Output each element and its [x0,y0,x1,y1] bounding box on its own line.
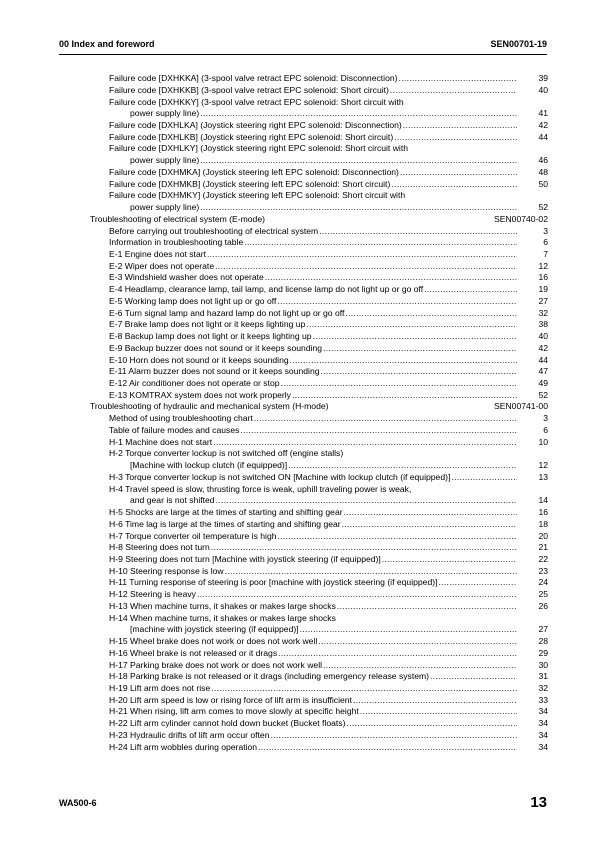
toc-entry [109,448,518,459]
toc-entry-title: and gear is not shifted [130,495,215,506]
toc-entry [109,261,518,272]
dot-leader [265,272,517,283]
toc-entry [109,155,518,166]
page-header [59,37,547,53]
toc-entry [109,249,518,260]
toc-entry [109,390,518,401]
toc-page-number: 30 [538,659,548,670]
toc-entry-title: Troubleshooting of hydraulic and mechanical system (H-mode) [90,401,329,412]
toc-page-number: 42 [538,342,548,353]
toc-entry-title: Failure code [DXHKKY] (3-spool valve retract EPC solenoid: Short circuit with [109,96,404,107]
toc-page-number: 14 [538,495,548,506]
toc-entry-title: H-24 Lift arm wobbles during operation [109,741,258,752]
toc-entry-title: E-3 Windshield washer does not operate [109,272,264,283]
toc-entry-title: E-11 Alarm buzzer does not sound or it keeps sounding [109,366,320,377]
toc-page-number: 34 [538,741,548,752]
toc-entry-title: H-21 When rising, lift arm comes to move slowly at specific height [109,706,359,717]
dot-leader [215,261,517,272]
dot-leader [337,601,517,612]
toc-entry [109,718,518,729]
toc-entry-title: E-2 Wiper does not operate [109,260,215,271]
toc-page-number: 7 [543,249,548,259]
toc-entry-title: E-5 Working lamp does not light up or go off [109,295,277,306]
toc-entry [109,425,518,436]
toc-entry-title: Before carrying out troubleshooting of electrical system [109,225,319,236]
toc-entry [109,355,518,366]
toc-entry [109,437,518,448]
toc-entry [109,472,518,483]
dot-leader [225,566,517,577]
dot-leader [323,343,517,354]
dot-leader [346,718,517,729]
toc-section-heading [90,214,548,225]
toc-entry-title: H-17 Parking brake does not work or does not work well [109,659,323,670]
toc-entry [109,730,518,741]
toc-entry-title: Failure code [DXHLKB] (Joystick steering right EPC solenoid: Short circuit) [109,131,394,142]
dot-leader [399,73,518,84]
toc-page-number: 39 [538,73,548,83]
toc-entry [109,284,518,295]
dot-leader [400,167,517,178]
toc-entry [109,460,518,471]
toc-entry-title: Method of using troubleshooting chart [109,413,253,424]
dot-leader [216,495,517,506]
toc-entry-title: E-13 KOMTRAX system does not work properly [109,389,291,400]
toc-entry-title: Failure code [DXHMKY] (Joystick steering left EPC solenoid: Short circuit with [109,190,406,201]
toc-entry-title: H-4 Travel speed is slow, thrusting force is weak, uphill traveling power is weak, [109,483,412,494]
toc-entry [109,695,518,706]
dot-leader [360,706,517,717]
toc-page-number: 25 [538,589,548,600]
toc-entry [109,577,518,588]
dot-leader [318,636,517,647]
toc-entry [109,495,518,506]
toc-entry-title: H-8 Steering does not turn [109,542,210,553]
toc-section-heading [90,401,548,412]
dot-leader [211,683,517,694]
header-section-title: 00 Index and foreword [59,39,155,49]
toc-entry [109,366,518,377]
toc-entry [109,179,518,190]
toc-entry [109,331,518,342]
dot-leader [277,296,517,307]
toc-entry [109,413,518,424]
toc-entry-title: H-22 Lift arm cylinder cannot hold down bucket (Bucket floats) [109,718,346,729]
toc-page-number: 40 [538,84,548,95]
toc-page-number: 49 [538,378,548,388]
dot-leader [345,308,517,319]
toc-entry-title: E-6 Turn signal lamp and hazard lamp do not light up or go off [109,307,345,318]
toc-entry-title: Failure code [DXHMKA] (Joystick steering left EPC solenoid: Disconnection) [109,166,399,177]
toc-entry-title: Failure code [DXHMKB] (Joystick steering left EPC solenoid: Short circuit) [109,178,391,189]
toc-entry-title: H-12 Steering is heavy [109,589,196,600]
toc-entry [109,202,518,213]
dot-leader [382,554,517,565]
toc-page-number: 16 [538,272,548,283]
toc-entry [109,601,518,612]
toc-page-number: 52 [538,389,548,400]
toc-entry-title: E-4 Headlamp, clearance lamp, tail lamp, and license lamp do not light up or go off [109,284,424,295]
page-footer [59,794,547,814]
dot-leader [290,355,517,366]
toc-entry-title: H-19 Lift arm does not rise [109,683,211,693]
toc-entry [109,108,518,119]
toc-entry [109,519,518,530]
toc-page-number: 19 [538,284,548,295]
toc-page-number: 47 [538,366,548,377]
dot-leader [211,542,517,553]
toc-page-number: 3 [543,413,548,424]
toc-entry [109,378,518,389]
toc-page-number: 12 [538,260,548,271]
dot-leader [288,460,517,471]
toc-entry-title: E-10 Horn does not sound or it keeps sounding [109,354,289,365]
toc-page-number: 24 [538,577,548,588]
toc-page-number: 26 [538,600,548,611]
toc-page-number: 16 [538,507,548,517]
dot-leader [313,331,517,342]
toc-page-number: 28 [538,636,548,646]
toc-entry [109,706,518,717]
toc-page-number: 44 [538,354,548,365]
toc-entry [109,742,518,753]
toc-page-number: 6 [543,424,548,435]
toc-page-number: 13 [538,471,548,482]
toc-page-number: 31 [538,671,548,682]
toc-entry [109,120,518,131]
dot-leader [342,519,517,530]
toc-entry [109,85,518,96]
toc-section-code: SEN00741-00 [494,401,548,412]
dot-leader [240,425,517,436]
toc-entry-title: E-12 Air conditioner does not operate or stop [109,378,280,388]
toc-page-number: 44 [538,131,548,142]
toc-page-number: 41 [538,108,548,119]
toc-entry-title: Failure code [DXHKKB] (3-spool valve retract EPC solenoid: Short circuit) [109,84,389,95]
dot-leader [200,202,517,213]
dot-leader [258,742,517,753]
toc-entry-title: Table of failure modes and causes [109,424,240,435]
toc-entry [109,319,518,330]
toc-entry [109,660,518,671]
dot-leader [438,577,517,588]
toc-entry [109,589,518,600]
dot-leader [278,648,517,659]
toc-entry [109,648,518,659]
dot-leader [292,390,517,401]
toc-entry-title: H-13 When machine turns, it shakes or makes large shocks [109,600,336,611]
toc-entry [109,73,518,84]
toc-entry-title: power supply line) [130,202,200,212]
toc-entry-title: H-16 Wheel brake is not released or it drags [109,647,278,658]
toc-entry [109,542,518,553]
footer-page-number: 13 [530,794,547,811]
dot-leader [270,730,517,741]
dot-leader [344,507,517,518]
toc-page-number: 32 [538,307,548,318]
toc-entry [109,237,518,248]
toc-entry-title: H-11 Turning response of steering is poor [machine with joystick steering (if equipped)] [109,577,438,588]
toc-page-number: 22 [538,553,548,564]
toc-page-number: 40 [538,331,548,342]
toc-page-number: 18 [538,518,548,529]
toc-entry-title: Failure code [DXHLKA] (Joystick steering right EPC solenoid: Disconnection) [109,119,402,130]
toc-entry-title: Failure code [DXHLKY] (Joystick steering right EPC solenoid: Short circuit with [109,143,408,154]
toc-entry [109,190,518,201]
toc-page-number: 38 [538,319,548,330]
dot-leader [244,237,517,248]
toc-entry-title: H-23 Hydraulic drifts of lift arm occur often [109,729,270,740]
dot-leader [319,226,517,237]
toc-page-number: 3 [543,225,548,236]
toc-entry [109,97,518,108]
toc-entry [109,484,518,495]
toc-entry-title: E-9 Backup buzzer does not sound or it keeps sounding [109,342,323,353]
dot-leader [424,284,517,295]
dot-leader [200,108,517,119]
toc-entry [109,167,518,178]
toc-entry-title: Troubleshooting of electrical system (E-mode) [90,213,265,224]
toc-page-number: 6 [543,237,548,248]
toc-entry-title: [Machine with lockup clutch (if equipped)] [130,460,288,471]
toc-entry-title: H-14 When machine turns, it shakes or makes large shocks [109,612,336,623]
toc-page-number: 48 [538,166,548,177]
toc-entry [109,507,518,518]
toc-entry [109,226,518,237]
dot-leader [323,660,517,671]
dot-leader [278,531,517,542]
toc-entry [109,613,518,624]
header-divider [59,54,547,55]
toc-entry [109,671,518,682]
dot-leader [200,155,517,166]
toc-page-number: 10 [538,436,548,447]
toc-page-number: 32 [538,683,548,693]
header-document-code: SEN00701-19 [490,39,547,49]
dot-leader [213,437,517,448]
toc-entry-title: Failure code [DXHKKA] (3-spool valve retract EPC solenoid: Disconnection) [109,73,398,83]
toc-entry [109,554,518,565]
toc-entry-title: H-20 Lift arm speed is low or rising force of lift arm is insufficient [109,694,352,705]
dot-leader [281,378,517,389]
dot-leader [430,671,517,682]
dot-leader [390,85,517,96]
toc-entry [109,143,518,154]
toc-page-number: 42 [538,119,548,130]
dot-leader [197,589,517,600]
footer-model: WA500-6 [59,798,97,808]
toc-entry-title: E-7 Brake lamp does not light or it keeps lighting up [109,319,306,330]
dot-leader [394,132,517,143]
dot-leader [451,472,517,483]
toc-entry-title: E-8 Backup lamp does not light or it keeps lighting up [109,331,312,342]
dot-leader [300,624,517,635]
toc-section-code: SEN00740-02 [494,213,548,224]
toc-entry-title: H-7 Torque converter oil temperature is high [109,530,277,541]
dot-leader [306,319,517,330]
dot-leader [403,120,517,131]
toc-page-number: 20 [538,530,548,541]
toc-entry-title: H-10 Steering response is low [109,565,224,576]
toc-page-number: 46 [538,155,548,166]
toc-entry-title: power supply line) [130,108,200,119]
toc-entry [109,636,518,647]
toc-entry [109,132,518,143]
toc-entry [109,566,518,577]
dot-leader [207,249,517,260]
toc-page-number: 34 [538,729,548,740]
toc-page-number: 21 [538,542,548,553]
toc-page-number: 52 [538,202,548,212]
toc-entry-title: H-9 Steering does not turn [Machine with joystick steering (if equipped)] [109,553,381,564]
toc-entry-title: E-1 Engine does not start [109,249,206,259]
toc-entry-title: H-6 Time lag is large at the times of starting and shifting gear [109,518,341,529]
dot-leader [254,413,517,424]
toc-page-number: 34 [538,706,548,717]
dot-leader [391,179,517,190]
toc-entry [109,296,518,307]
toc-page-number: 34 [538,718,548,729]
toc-entry-title: H-3 Torque converter lockup is not switched ON [Machine with lockup clutch (if equipped)] [109,471,451,482]
toc-page-number: 33 [538,694,548,705]
toc-entry [109,272,518,283]
toc-entry-title: H-5 Shocks are large at the times of starting and shifting gear [109,507,343,517]
toc-page-number: 12 [538,460,548,471]
toc-entry [109,531,518,542]
toc-entry-title: H-1 Machine does not start [109,436,213,447]
dot-leader [353,695,517,706]
toc-entry [109,624,518,635]
toc-entry [109,308,518,319]
toc-entry-title: power supply line) [130,155,200,166]
toc-entry-title: H-18 Parking brake is not released or it drags (including emergency release system) [109,671,430,682]
toc-entry-title: [machine with joystick steering (if equipped)] [130,624,299,635]
dot-leader [321,366,517,377]
toc-entry-title: H-2 Torque converter lockup is not switched off (engine stalls) [109,448,344,459]
toc-entry-title: H-15 Wheel brake does not work or does not work well [109,636,318,646]
toc-page-number: 29 [538,647,548,658]
toc-page-number: 27 [538,624,548,635]
toc-page-number: 23 [538,565,548,576]
toc-entry [109,343,518,354]
toc-page-number: 27 [538,295,548,306]
toc-page-number: 50 [538,178,548,189]
toc-entry-title: Information in troubleshooting table [109,237,244,248]
toc-entry [109,683,518,694]
